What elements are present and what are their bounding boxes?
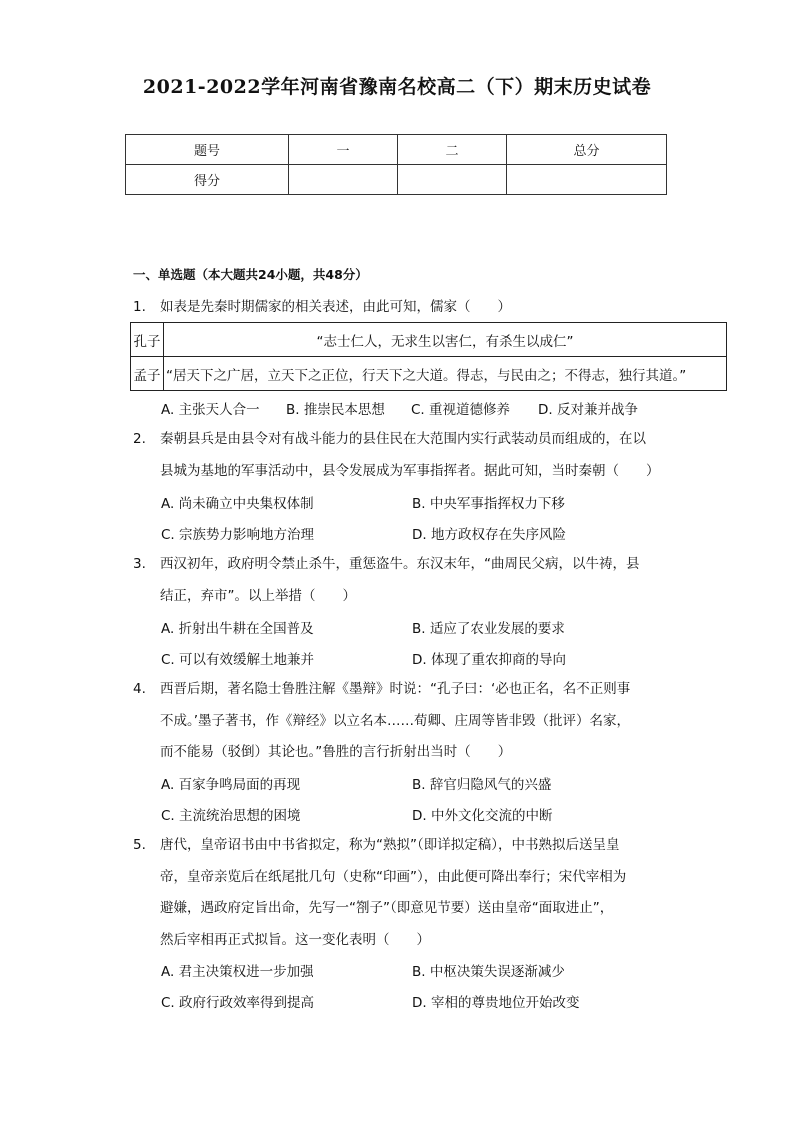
option-a[interactable]: A. 尚未确立中央集权体制: [161, 496, 314, 512]
quote-text: “志士仁人，无求生以害仁，有杀生以成仁”: [164, 323, 727, 357]
option-d[interactable]: D. 中外文化交流的中断: [412, 808, 553, 824]
question-stem-line: 避嫌，遇政府定旨出命，先写一“劄子”（即意见节要）送由皇帝“面取进止”，: [160, 900, 614, 916]
score-row-label: 得分: [126, 165, 289, 195]
question-stem-line: 结正，弃市”。以上举措（ ）: [160, 587, 356, 604]
question-stem: [160, 424, 700, 487]
question-number: 1.: [133, 299, 146, 315]
option-b[interactable]: B. 推崇民本思想: [286, 402, 385, 418]
quote-row: [131, 357, 727, 391]
option-c[interactable]: C. 政府行政效率得到提高: [161, 995, 315, 1011]
score-header-cell: 题号: [126, 135, 289, 165]
option-d[interactable]: D. 宰相的尊贵地位开始改变: [412, 995, 580, 1011]
option-d[interactable]: D. 地方政权存在失序风险: [412, 527, 566, 543]
question-stem: [160, 549, 700, 612]
score-cell: [289, 165, 398, 195]
score-table: [125, 134, 667, 195]
score-header-cell: 二: [398, 135, 507, 165]
option-c[interactable]: C. 宗族势力影响地方治理: [161, 527, 315, 543]
question-number: 2.: [133, 431, 146, 447]
question-stem-line: 西汉初年，政府明令禁止杀牛，重惩盗牛。东汉末年，“曲周民父病，以牛祷，县: [160, 556, 640, 572]
option-b[interactable]: B. 中枢决策失误逐渐减少: [412, 964, 565, 980]
question-stem-line: 不成。’墨子著书，作《辩经》以立名本……荀卿、庄周等皆非毁（批评）名家，: [160, 712, 631, 729]
section-title: 一、单选题（本大题共24小题，共48分）: [133, 267, 368, 282]
question-stem-line: 西晋后期，著名隐士鲁胜注解《墨辩》时说：“孔子曰：‘必也正名，名不正则事: [160, 681, 631, 697]
question-stem-line: 如表是先秦时期儒家的相关表述，由此可知，儒家（ ）: [160, 299, 511, 315]
question-stem: [160, 674, 700, 769]
option-c[interactable]: C. 可以有效缓解土地兼并: [161, 652, 315, 668]
question-stem-line: 县城为基地的军事活动中，县令发展成为军事指挥者。据此可知，当时秦朝（ ）: [160, 462, 660, 479]
option-d[interactable]: D. 反对兼并战争: [538, 402, 638, 418]
question-number: 3.: [133, 556, 146, 572]
exam-title: 2021-2022学年河南省豫南名校高二（下）期末历史试卷: [142, 76, 652, 98]
option-c[interactable]: C. 主流统治思想的困境: [161, 808, 301, 824]
option-a[interactable]: A. 百家争鸣局面的再现: [161, 777, 301, 793]
option-c[interactable]: C. 重视道德修养: [411, 402, 511, 418]
question-number: 5.: [133, 837, 146, 853]
question-stem-line: 然后宰相再正式拟旨。这一变化表明（ ）: [160, 931, 430, 948]
option-a[interactable]: A. 主张天人合一: [161, 402, 260, 418]
question-stem-line: 秦朝县兵是由县令对有战斗能力的县住民在大范围内实行武装动员而组成的，在以: [160, 431, 646, 447]
option-d[interactable]: D. 体现了重农抑商的导向: [412, 652, 566, 668]
score-table-score-row: [126, 165, 667, 195]
score-header-cell: 总分: [507, 135, 667, 165]
question-stem: [160, 830, 700, 956]
score-table-header-row: [126, 135, 667, 165]
quote-text: “居天下之广居，立天下之正位，行天下之大道。得志，与民由之；不得志，独行其道。”: [164, 357, 727, 391]
quote-row: [131, 323, 727, 357]
quote-author: 孟子: [131, 357, 164, 391]
option-b[interactable]: B. 中央军事指挥权力下移: [412, 496, 565, 512]
question-stem-line: 帝，皇帝亲览后在纸尾批几句（史称“印画”），由此便可降出奉行；宋代宰相为: [160, 868, 627, 885]
option-a[interactable]: A. 折射出牛耕在全国普及: [161, 621, 314, 637]
quote-author: 孔子: [131, 323, 164, 357]
option-b[interactable]: B. 辞官归隐风气的兴盛: [412, 777, 552, 793]
score-header-cell: 一: [289, 135, 398, 165]
score-cell: [507, 165, 667, 195]
quote-table: [130, 322, 727, 391]
question-number: 4.: [133, 681, 146, 697]
option-a[interactable]: A. 君主决策权进一步加强: [161, 964, 314, 980]
score-cell: [398, 165, 507, 195]
question-stem-line: 唐代，皇帝诏书由中书省拟定，称为“熟拟”（即详拟定稿），中书熟拟后送呈皇: [160, 837, 620, 853]
option-b[interactable]: B. 适应了农业发展的要求: [412, 621, 565, 637]
question-stem-line: 而不能易（驳倒）其论也。”鲁胜的言行折射出当时（ ）: [160, 744, 512, 760]
